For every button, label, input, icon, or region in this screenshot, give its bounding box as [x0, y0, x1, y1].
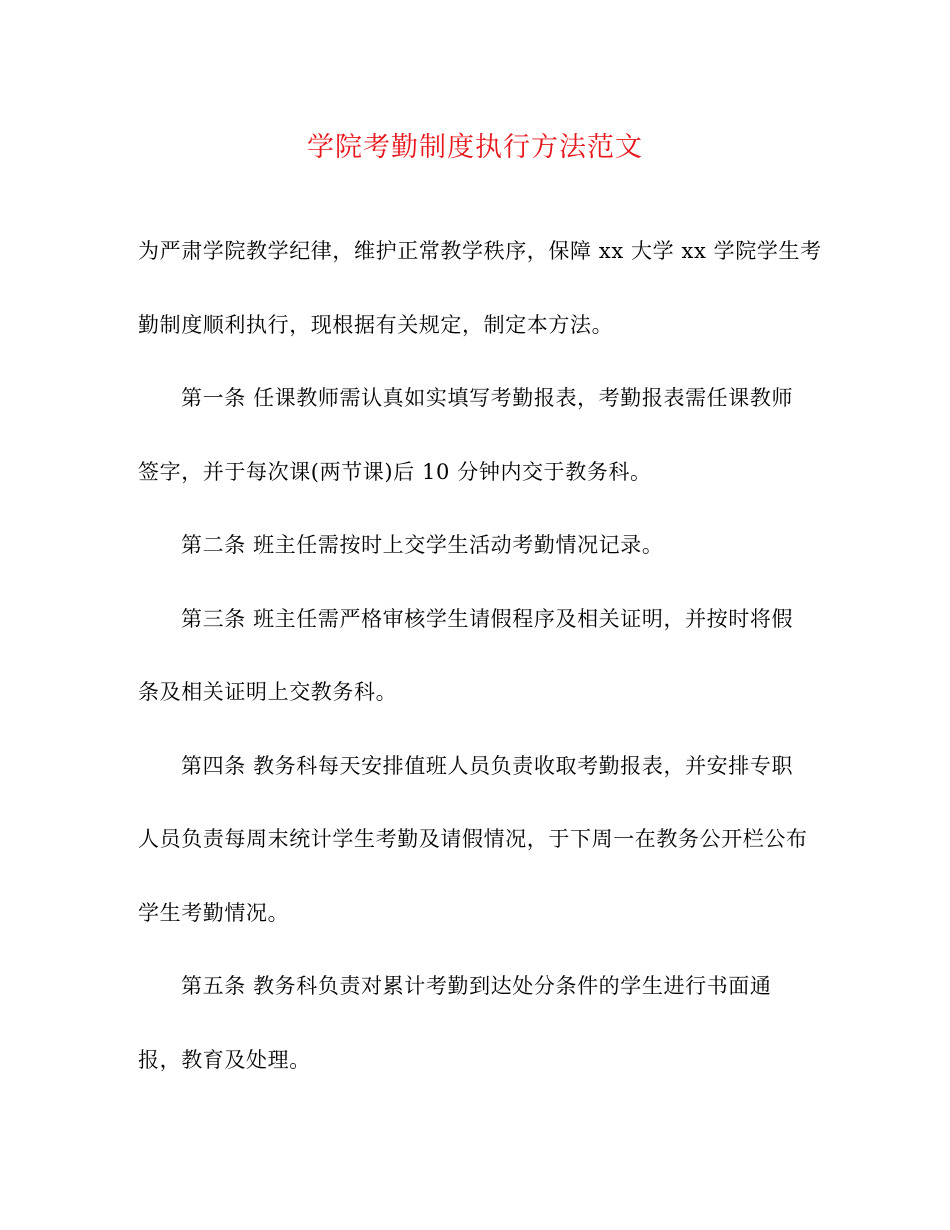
document-body [138, 215, 822, 1097]
article-3-line-2: 条及相关证明上交教务科。 [138, 680, 398, 704]
article-4-line-2: 人员负责每周末统计学生考勤及请假情况，于下周一在教务公开栏公布 [138, 827, 808, 851]
article-1-line-2: 签字，并于每次课(两节课)后 10 分钟内交于教务科。 [138, 459, 652, 484]
article-3-line-1: 第三条 班主任需严格审核学生请假程序及相关证明，并按时将假 [181, 606, 794, 631]
article-5-line-2: 报，教育及处理。 [138, 1047, 311, 1072]
article-1 [138, 362, 818, 509]
article-4-line-3: 学生考勤情况。 [138, 900, 290, 925]
article-1-line-1: 第一条 任课教师需认真如实填写考勤报表，考勤报表需任课教师 [181, 386, 794, 410]
article-5-line-1: 第五条 教务科负责对累计考勤到达处分条件的学生进行书面通 [181, 974, 772, 998]
article-5 [138, 950, 818, 1097]
document-title: 学院考勤制度执行方法范文 [307, 132, 643, 163]
article-4 [138, 730, 818, 951]
article-4-line-1: 第四条 教务科每天安排值班人员负责收取考勤报表，并安排专职 [181, 753, 794, 778]
article-3 [138, 583, 818, 730]
intro-line-1: 为严肃学院教学纪律，维护正常教学秩序，保障 xx 大学 xx 学院学生考 [138, 239, 822, 263]
article-2-line-1: 第二条 班主任需按时上交学生活动考勤情况记录。 [181, 533, 664, 557]
intro-line-2: 勤制度顺利执行，现根据有关规定，制定本方法。 [138, 312, 614, 337]
intro-paragraph [138, 215, 822, 362]
article-2 [138, 509, 818, 583]
